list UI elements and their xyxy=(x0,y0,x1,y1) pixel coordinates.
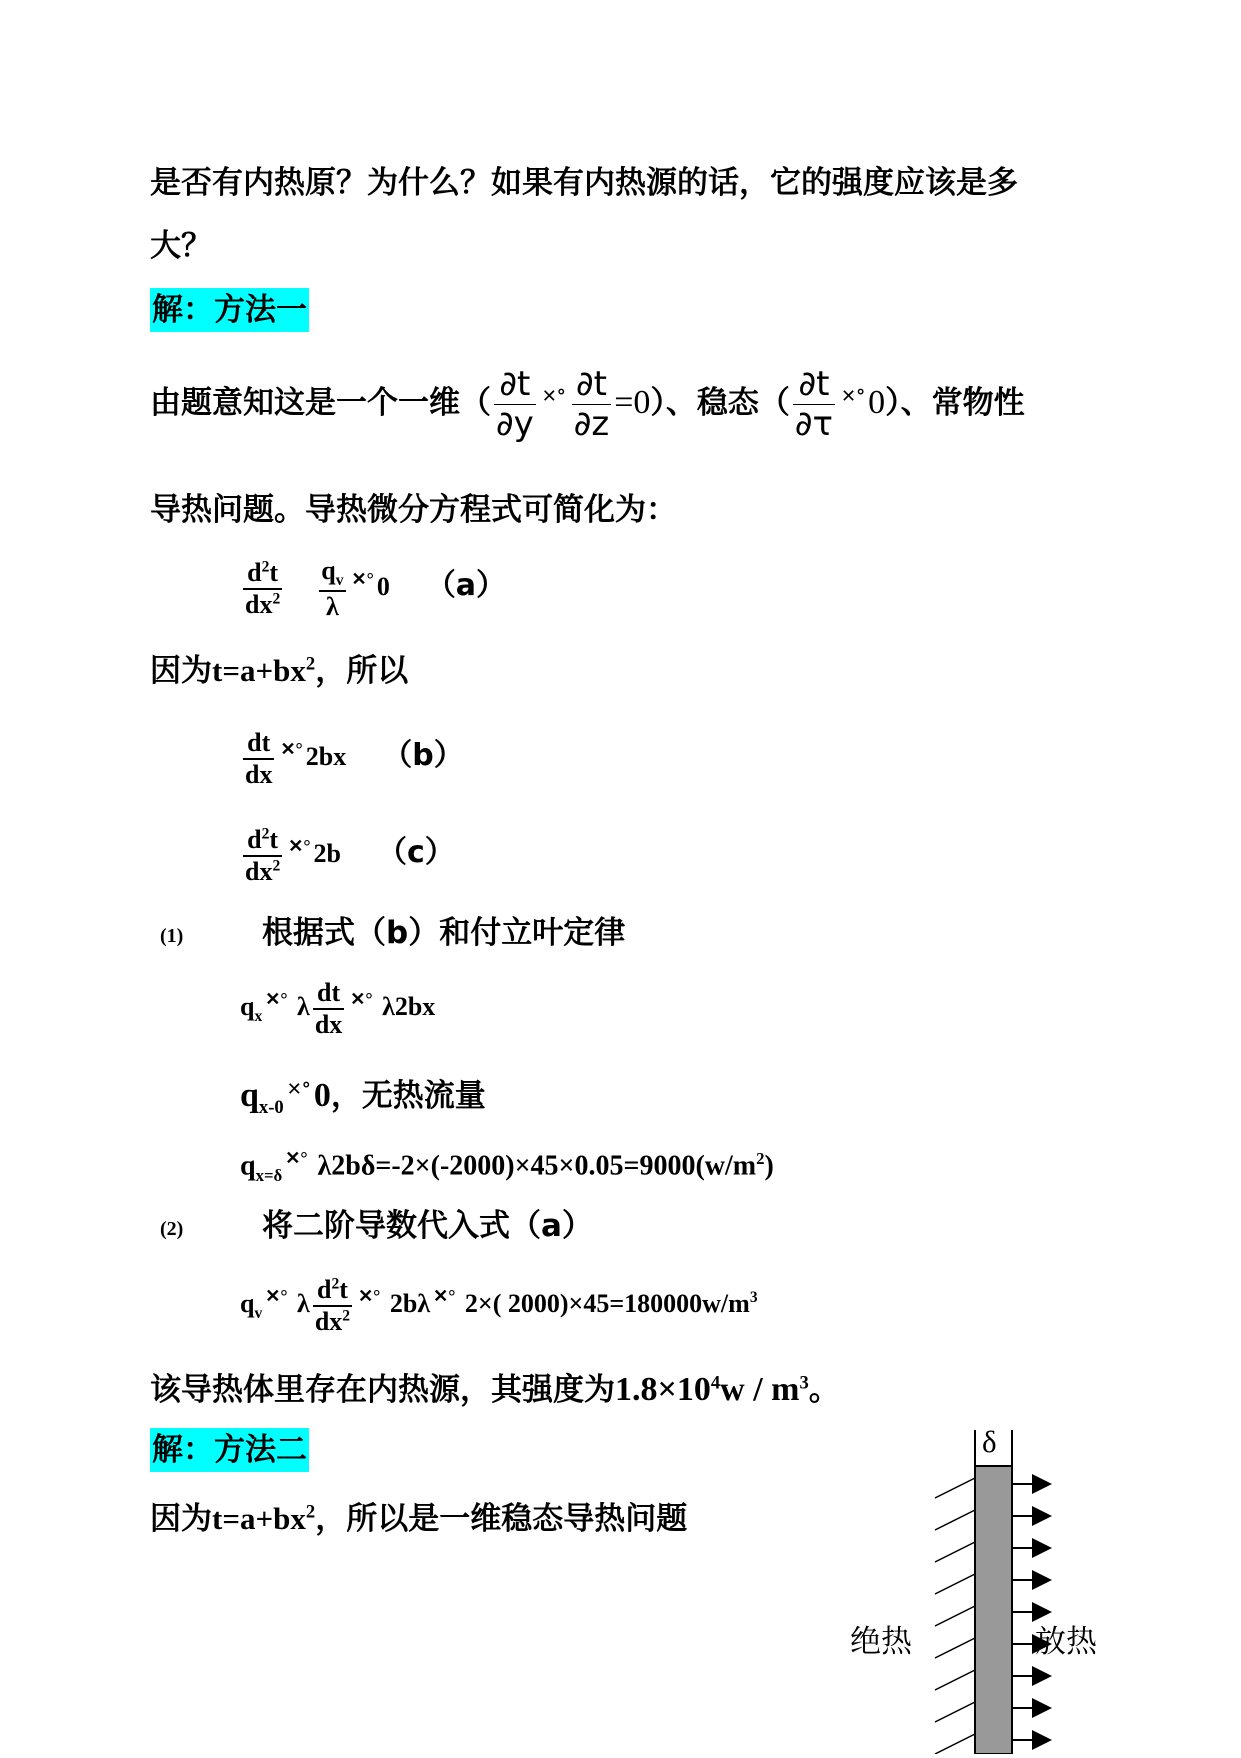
conclusion-end: 。 xyxy=(808,1372,840,1408)
frac-d2t-dx2: $\frac{d^2t}{dx^2}$ xyxy=(245,825,281,886)
method2-expr: t=a+bx xyxy=(212,1501,306,1536)
equation-b xyxy=(240,728,464,790)
frac-d2t-dx2: $\frac{d^2t}{dx^2}$ xyxy=(314,1275,351,1336)
method1-heading-text: 解：方法一 xyxy=(150,288,309,332)
symbol-glyph: ✕° xyxy=(541,385,566,407)
method2-prefix: 因为 xyxy=(150,1501,212,1537)
because-expr: t=a+bx xyxy=(212,653,306,688)
eq-c-rhs: 2b xyxy=(313,838,342,868)
delta-label: δ xyxy=(982,1424,997,1459)
method2-suffix: ，所以是一维稳态导热问题 xyxy=(315,1501,688,1537)
frac-qv-lambda: $\frac{q_v}{\lambda}$ xyxy=(321,556,344,622)
symbol-glyph: ✕° xyxy=(288,836,311,857)
wall-slab xyxy=(975,1466,1012,1754)
question-line-1: 是否有内热原？为什么？如果有内热源的话，它的强度应该是多 xyxy=(150,165,1018,201)
intro-mid: ）、稳态（ xyxy=(650,385,790,422)
conclusion-prefix: 该导热体里存在内热源，其强度为 xyxy=(150,1372,615,1408)
qx-equation: $q_x^{✕^\circ}$ λ $\frac{dt}{dx}$ ✕° λ2bx xyxy=(240,978,436,1039)
qx0-text: ，无热流量 xyxy=(330,1078,486,1114)
eq-b-rhs: 2bx xyxy=(305,741,347,771)
method1-heading xyxy=(150,292,309,329)
conclusion-exp: 4 xyxy=(710,1372,721,1394)
symbol-glyph: ✕° xyxy=(286,1078,311,1100)
because-suffix: ，所以 xyxy=(315,653,409,689)
method2-heading-text: 解：方法二 xyxy=(150,1428,309,1472)
question-line-2: 大？ xyxy=(150,228,212,264)
heat-arrows xyxy=(1012,1484,1050,1740)
qx0-line xyxy=(240,1076,486,1120)
symbol-glyph: ✕° xyxy=(350,989,373,1010)
method2-heading xyxy=(150,1432,309,1469)
equation-a-tag: （a） xyxy=(425,567,507,603)
qv-rhs: 2×( 2000)×45=180000w/m xyxy=(464,1288,750,1318)
qv-mid: 2bλ xyxy=(389,1288,431,1318)
step2-number: (2) xyxy=(160,1218,184,1240)
intro-suffix: ）、常物性 xyxy=(885,385,1025,422)
symbol-glyph: ✕° xyxy=(280,739,303,760)
equation-c xyxy=(240,825,455,887)
step1-number: (1) xyxy=(160,925,184,947)
intro-eq-end: =0 xyxy=(614,384,651,422)
symbol-glyph: ✕° xyxy=(351,569,374,590)
intro-prefix: 由题意知这是一个一维（ xyxy=(150,385,491,422)
wall-diagram xyxy=(850,1424,1130,1754)
insulation-hatching xyxy=(935,1478,975,1754)
qxd-sub: x=δ xyxy=(255,1165,283,1185)
equation-b-tag: （b） xyxy=(382,737,464,773)
qxd-close: ) xyxy=(764,1150,774,1182)
qx0-lhs: q xyxy=(240,1077,259,1114)
intro-zero: 0 xyxy=(868,384,886,422)
frac-dt-dx: $\frac{dt}{dx}$ xyxy=(245,728,273,789)
symbol-glyph: ✕° xyxy=(285,1148,308,1168)
conclusion-line: 该导热体里存在内热源，其强度为$1.8\times 10^4w / m^3$。 xyxy=(150,1371,840,1408)
frac-d2t-dx2: $\frac{d^2t}{dx^2}$ xyxy=(245,558,281,619)
partial-t-y: $\frac{\partial t}{\partial y}$ xyxy=(496,364,534,445)
method1-line-2: 导热问题。导热微分方程式可简化为： xyxy=(150,492,677,528)
symbol-glyph: ✕° xyxy=(358,1286,381,1307)
qx0-sub: x-0 xyxy=(258,1097,284,1119)
wall-diagram-svg xyxy=(850,1430,1130,1754)
step2-text: 将二阶导数代入式（a） xyxy=(262,1208,593,1244)
method2-line: 因为$t=a+bx^2$，所以是一维稳态导热问题 xyxy=(150,1501,688,1537)
conclusion-value: 1.8×10 xyxy=(615,1371,711,1408)
symbol-glyph: ✕° xyxy=(433,1286,456,1307)
frac-dt-dx: $\frac{dt}{dx}$ xyxy=(314,978,343,1039)
equation-a: $\frac{d^2t}{dx^2}$ $\frac{q_v}{\lambda}$ ✕° 0 （a） xyxy=(245,556,507,622)
symbol-glyph: ✕° xyxy=(265,1286,288,1307)
qx-rhs: λ2bx xyxy=(382,991,436,1021)
conclusion-unit: w / m xyxy=(720,1371,800,1408)
partial-t-tau: $\frac{\partial t}{\partial\tau}$ xyxy=(794,364,833,445)
symbol-glyph: ✕° xyxy=(265,989,288,1010)
qv-equation: $q_v^{✕^\circ}$ λ $\frac{d^2t}{dx^2}$ ✕° 2bλ ✕° 2×( $2000)\times 45=180000w/m^3$ xyxy=(240,1275,758,1336)
qxd-rhs: λ2bδ=-2×(-2000)×45×0.05=9000(w/m xyxy=(317,1150,757,1182)
step1-text: 根据式（b）和付立叶定律 xyxy=(262,915,626,951)
insulated-label: 绝热 xyxy=(850,1624,912,1660)
because-text: 因为 xyxy=(150,653,212,689)
qx0-value: 0 xyxy=(313,1077,331,1114)
symbol-glyph: ✕° xyxy=(840,385,866,407)
heat-release-label: 放热 xyxy=(1035,1624,1097,1660)
because-line: 因为$t=a+bx^2$，所以 xyxy=(150,653,409,689)
method1-intro xyxy=(150,365,1025,444)
partial-t-z: $\frac{\partial t}{\partial z}$ xyxy=(573,364,610,445)
qxd-equation: $q_{x=\delta}^{✕^\circ}$ $\lambda 2b\delta=-2\times(-2000)\times 45\times 0.05=9000(w/m^2)$ xyxy=(240,1148,774,1185)
equation-c-tag: （c） xyxy=(377,834,455,870)
